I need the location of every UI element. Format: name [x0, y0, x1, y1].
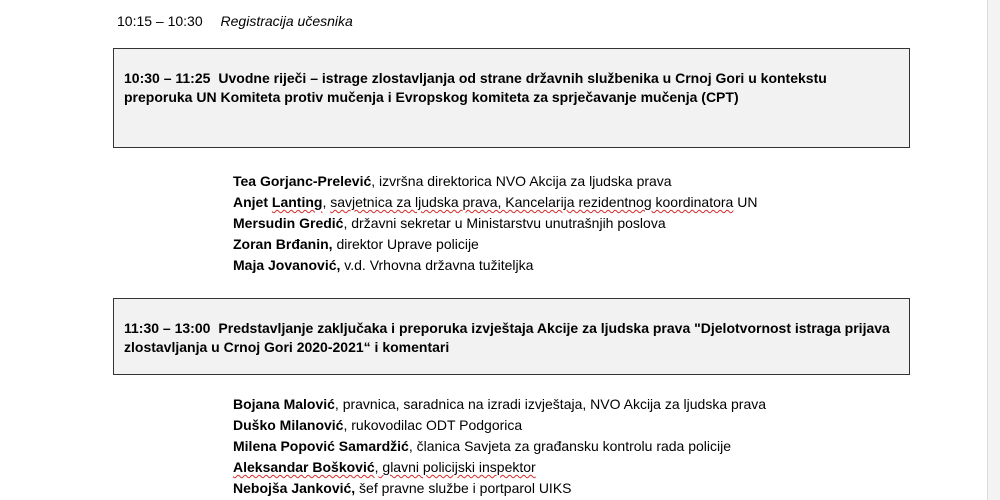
speaker-name: Milena Popović Samardžić [233, 438, 409, 454]
session-2-heading [124, 319, 895, 357]
speaker-role: glavni policijski inspektor [378, 459, 536, 475]
speaker-separator: , [343, 215, 348, 231]
vertical-scrollbar[interactable] [987, 0, 1000, 500]
speaker-role: članica Savjeta za građansku kontrolu rada policije [412, 438, 732, 454]
speaker-role: državni sekretar u Ministarstvu unutrašnjih poslova [347, 215, 666, 231]
speaker-role: rukovodilac ODT Podgorica [347, 417, 523, 433]
speaker-name: Bojana Malović [233, 396, 335, 412]
session-1-speakers [233, 171, 757, 276]
speaker-role-end: UN [733, 194, 758, 210]
speaker-row [233, 478, 766, 499]
speaker-row [233, 192, 757, 213]
speaker-name-first: Anjet [233, 194, 272, 210]
session-1-box [113, 48, 910, 148]
session-2-time: 11:30 – 13:00 [124, 320, 211, 336]
speaker-separator: , [374, 459, 379, 475]
speaker-row [233, 436, 766, 457]
session-1-time: 10:30 – 11:25 [124, 70, 211, 86]
speaker-separator: , [371, 173, 376, 189]
speaker-row [233, 171, 757, 192]
registration-time: 10:15 – 10:30 [117, 13, 203, 29]
speaker-row [233, 415, 766, 436]
speaker-role: savjetnica za ljudska prava, Kancelarija rezidentnog koordinatora [330, 194, 734, 210]
speaker-separator: , [343, 417, 348, 433]
session-1-title: Uvodne riječi – istrage zlostavljanja od strane državnih službenika u Crnoj Gori u kontekstu preporuka UN Komiteta protiv mučenja i Evropskog komiteta za sprječavanje mučenja (CPT) [124, 70, 827, 105]
speaker-name: Duško Milanović [233, 417, 344, 433]
speaker-separator: , [334, 396, 339, 412]
session-1-heading [124, 69, 895, 107]
speaker-role: pravnica, saradnica na izradi izvještaja, NVO Akcija za ljudska prava [338, 396, 767, 412]
speaker-row [233, 213, 757, 234]
session-2-title: Predstavljanje zaključaka i preporuka izvještaja Akcije za ljudska prava "Djelotvornost istraga prijava zlostavljanja u Crnoj Gori 2020-2021“ i komentari [124, 320, 890, 355]
speaker-role: izvršna direktorica NVO Akcija za ljudska prava [375, 173, 672, 189]
speaker-role: šef pravne službe i portparol UIKS [355, 480, 572, 496]
speaker-row [233, 457, 766, 478]
speaker-name: Aleksandar Bošković [233, 459, 375, 475]
speaker-role: direktor Uprave policije [332, 236, 479, 252]
speaker-name-last: Lanting [271, 194, 323, 210]
speaker-name: Nebojša Janković, [233, 480, 356, 496]
speaker-name: Tea Gorjanc-Prelević [233, 173, 372, 189]
speaker-name: Mersudin Gredić [233, 215, 344, 231]
registration-line [117, 13, 353, 29]
speaker-row [233, 234, 757, 255]
speaker-name: Zoran Brđanin, [233, 236, 333, 252]
speaker-role: v.d. Vrhovna državna tužiteljka [340, 257, 534, 273]
session-2-speakers [233, 394, 766, 499]
speaker-name: Maja Jovanović, [233, 257, 341, 273]
speaker-separator: , [322, 194, 327, 210]
session-2-box [113, 298, 910, 375]
speaker-row [233, 255, 757, 276]
speaker-row [233, 394, 766, 415]
registration-label: Registracija učesnika [220, 13, 353, 29]
speaker-separator: , [408, 438, 413, 454]
